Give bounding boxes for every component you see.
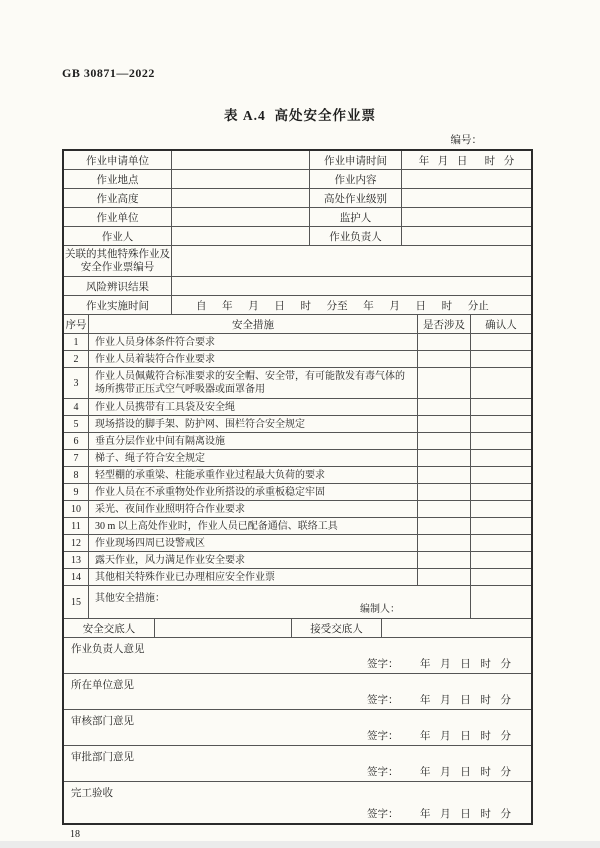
measure-row-7 [64, 450, 531, 467]
scan-edge-strip [0, 841, 600, 848]
info-row-unit [64, 208, 531, 227]
signature-line [64, 764, 531, 779]
measure-text: 30 m 以上高处作业时，作业人员已配备通信、联络工具 [89, 518, 418, 534]
opinion-review-dept [64, 710, 531, 746]
value-level [402, 189, 531, 207]
label-content: 作业内容 [310, 170, 402, 188]
measure-row-8 [64, 467, 531, 484]
measure-text: 其他相关特殊作业已办理相应安全作业票 [89, 569, 418, 585]
risk-row [64, 277, 531, 296]
measure-no: 5 [64, 416, 89, 432]
signature-line [64, 656, 531, 671]
other-measures-cell [89, 586, 471, 618]
value-apply-time: 年 月 日 时 分 [418, 155, 515, 167]
measure-no: 1 [64, 334, 89, 350]
value-briefing-receiver [382, 619, 531, 637]
measure-involved-cell [418, 484, 471, 500]
completion-acceptance [64, 782, 531, 823]
info-row-apply-unit [64, 151, 531, 170]
measure-row-10 [64, 501, 531, 518]
opinion-label: 审批部门意见 [71, 752, 134, 763]
measure-involved-cell [418, 334, 471, 350]
standard-code: GB 30871—2022 [62, 66, 155, 80]
measure-confirm-cell [471, 535, 531, 551]
measure-confirm-cell [471, 569, 531, 585]
opinion-label: 作业负责人意见 [71, 644, 145, 655]
measure-involved-cell [418, 552, 471, 568]
opinion-supervisor [64, 638, 531, 674]
signature-line [64, 692, 531, 707]
label-guardian: 监护人 [310, 208, 402, 226]
measure-involved-cell [418, 450, 471, 466]
measure-text: 梯子、绳子符合安全规定 [89, 450, 418, 466]
measure-text: 轻型棚的承重梁、柱能承重作业过程最大负荷的要求 [89, 467, 418, 483]
measure-no: 3 [64, 368, 89, 398]
measure-involved-cell [418, 535, 471, 551]
label-supervisor: 作业负责人 [310, 227, 402, 245]
measure-confirm-cell [471, 518, 531, 534]
value-content [402, 170, 531, 188]
measure-row-3 [64, 368, 531, 399]
label-level: 高处作业级别 [310, 189, 402, 207]
preparer-label: 编制人： [360, 604, 400, 615]
value-height [172, 189, 310, 207]
value-guardian [402, 208, 531, 226]
measures-header-row [64, 315, 531, 334]
measure-involved-cell [418, 368, 471, 398]
measure-no: 6 [64, 433, 89, 449]
measure-row-2 [64, 351, 531, 368]
other-measures-label: 其他安全措施： [95, 593, 165, 604]
sign-label: 签字： [367, 809, 399, 820]
measure-no: 10 [64, 501, 89, 517]
measure-involved-cell [418, 518, 471, 534]
sign-label: 签字： [367, 695, 399, 706]
measure-confirm-cell [471, 552, 531, 568]
value-work-unit [172, 208, 310, 226]
page-number: 18 [70, 829, 80, 840]
measure-confirm-cell [471, 399, 531, 415]
measure-involved-cell [418, 416, 471, 432]
measure-row-5 [64, 416, 531, 433]
measure-row-1 [64, 334, 531, 351]
measure-row-15-other [64, 586, 531, 619]
measure-involved-cell [418, 351, 471, 367]
sign-date-text: 年 月 日 时 分 [420, 659, 511, 670]
measure-text: 作业人员身体条件符合要求 [89, 334, 418, 350]
measure-text: 作业现场四周已设警戒区 [89, 535, 418, 551]
measure-confirm-cell [471, 467, 531, 483]
measure-row-9 [64, 484, 531, 501]
measure-confirm-cell [471, 586, 531, 618]
signature-line [64, 728, 531, 743]
header-involved: 是否涉及 [418, 315, 471, 333]
measure-row-6 [64, 433, 531, 450]
label-risk-result: 风险辨识结果 [64, 277, 172, 295]
label-work-unit: 作业单位 [64, 208, 172, 226]
measure-involved-cell [418, 399, 471, 415]
briefing-row [64, 619, 531, 638]
table-title: 表 A.4 高处安全作业票 [224, 108, 376, 123]
permit-table [62, 149, 533, 825]
measure-confirm-cell [471, 368, 531, 398]
value-risk-result [172, 277, 531, 295]
value-worker [172, 227, 310, 245]
header-no: 序号 [64, 315, 89, 333]
info-row-location [64, 170, 531, 189]
info-row-height [64, 189, 531, 208]
sign-date-text: 年 月 日 时 分 [420, 695, 511, 706]
measure-no: 4 [64, 399, 89, 415]
measure-no: 13 [64, 552, 89, 568]
measure-text: 作业人员在不承重物处作业所搭设的承重板稳定牢固 [89, 484, 418, 500]
label-implementation-time: 作业实施时间 [64, 296, 172, 314]
label-height: 作业高度 [64, 189, 172, 207]
sign-date-text: 年 月 日 时 分 [420, 809, 511, 820]
sign-date-text: 年 月 日 时 分 [420, 767, 511, 778]
info-row-worker [64, 227, 531, 246]
measure-no: 11 [64, 518, 89, 534]
label-worker: 作业人 [64, 227, 172, 245]
serial-number-label: 编号： [450, 135, 482, 146]
sign-label: 签字： [367, 731, 399, 742]
measure-row-4 [64, 399, 531, 416]
label-briefing-giver: 安全交底人 [64, 619, 155, 637]
implementation-time-row [64, 296, 531, 315]
sign-label: 签字： [367, 659, 399, 670]
sign-label: 签字： [367, 767, 399, 778]
value-briefing-giver [155, 619, 292, 637]
measure-no: 9 [64, 484, 89, 500]
measure-no: 7 [64, 450, 89, 466]
related-permit-row [64, 246, 531, 277]
measure-text: 作业人员着装符合作业要求 [89, 351, 418, 367]
opinion-label: 所在单位意见 [71, 680, 134, 691]
measure-confirm-cell [471, 433, 531, 449]
label-briefing-receiver: 接受交底人 [292, 619, 382, 637]
measure-involved-cell [418, 467, 471, 483]
measure-confirm-cell [471, 351, 531, 367]
sign-date-text: 年 月 日 时 分 [420, 731, 511, 742]
value-location [172, 170, 310, 188]
measure-text: 露天作业，风力满足作业安全要求 [89, 552, 418, 568]
header-confirm: 确认人 [485, 319, 517, 331]
measure-involved-cell [418, 569, 471, 585]
label-apply-unit: 作业申请单位 [64, 151, 172, 169]
measure-row-13 [64, 552, 531, 569]
value-related-permits [172, 246, 531, 276]
value-apply-unit [172, 151, 310, 169]
measure-confirm-cell [471, 334, 531, 350]
measure-no: 14 [64, 569, 89, 585]
value-supervisor [402, 227, 531, 245]
label-location: 作业地点 [64, 170, 172, 188]
opinion-label: 审核部门意见 [71, 716, 134, 727]
measure-confirm-cell [471, 501, 531, 517]
measure-confirm-cell [471, 484, 531, 500]
measure-text: 采光、夜间作业照明符合作业要求 [89, 501, 418, 517]
measure-involved-cell [418, 501, 471, 517]
measure-text: 现场搭设的脚手架、防护网、围栏符合安全规定 [89, 416, 418, 432]
value-implementation-time: 自 年 月 日 时 分至 年 月 日 时 分止 [196, 300, 489, 312]
measure-confirm-cell [471, 416, 531, 432]
measure-text: 作业人员佩戴符合标准要求的安全帽、安全带，有可能散发有毒气体的场所携带正压式空气呼吸器或面罩备用 [89, 368, 418, 398]
measure-involved-cell [418, 433, 471, 449]
measure-text: 垂直分层作业中间有隔离设施 [89, 433, 418, 449]
measure-text: 作业人员携带有工具袋及安全绳 [89, 399, 418, 415]
header-measure: 安全措施 [89, 315, 418, 333]
measure-row-14 [64, 569, 531, 586]
label-related-permits-line1: 关联的其他特殊作业及 [65, 249, 170, 260]
opinion-approval-dept [64, 746, 531, 782]
measure-row-11 [64, 518, 531, 535]
opinion-label: 完工验收 [71, 788, 113, 799]
measure-no: 15 [64, 586, 89, 618]
measure-no: 12 [64, 535, 89, 551]
opinion-own-unit [64, 674, 531, 710]
label-related-permits [64, 246, 172, 276]
measure-confirm-cell [471, 450, 531, 466]
measure-row-12 [64, 535, 531, 552]
signature-line [64, 806, 531, 821]
label-related-permits-line2: 安全作业票编号 [80, 262, 155, 273]
measure-no: 8 [64, 467, 89, 483]
label-apply-time: 作业申请时间 [310, 151, 402, 169]
measure-no: 2 [64, 351, 89, 367]
